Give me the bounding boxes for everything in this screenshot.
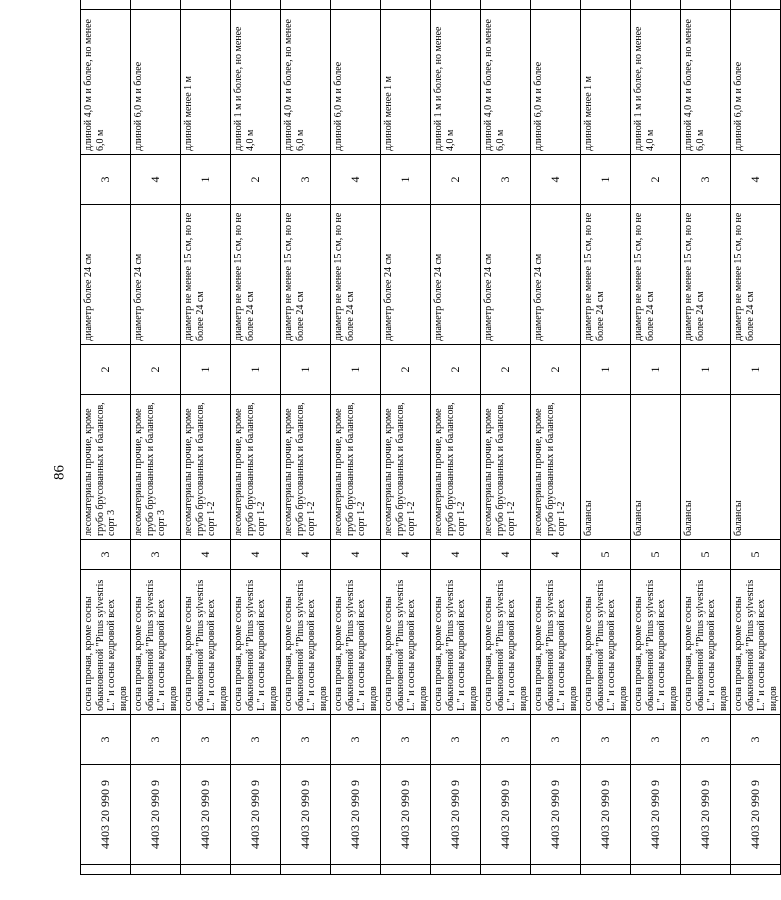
table-row bbox=[731, 0, 781, 875]
length-cell: длиной менее 1 м bbox=[381, 10, 431, 155]
length-code-cell: 4 bbox=[331, 155, 381, 205]
right-margin-cell bbox=[631, 0, 681, 10]
assortment-cell: балансы bbox=[581, 395, 631, 540]
diameter-cell: диаметр более 24 см bbox=[431, 205, 481, 345]
table-row bbox=[531, 0, 581, 875]
tnved-code-cell: 4403 20 990 9 bbox=[681, 765, 731, 865]
left-margin-cell bbox=[231, 865, 281, 875]
assortment-cell: лесоматериалы прочие, кроме грубо брусованных и балансов, сорт 3 bbox=[81, 395, 131, 540]
diameter-cell: диаметр не менее 15 см, но не более 24 см bbox=[681, 205, 731, 345]
length-code-cell: 3 bbox=[281, 155, 331, 205]
length-cell: длиной 4,0 м и более, но менее 6,0 м bbox=[81, 10, 131, 155]
assortment-cell: лесоматериалы прочие, кроме грубо брусованных и балансов, сорт 1-2 bbox=[431, 395, 481, 540]
length-cell: длиной 1 м и более, но менее 4,0 м bbox=[431, 10, 481, 155]
species-description-cell: сосна прочая, кроме сосны обыкновенной "Pinus sylvestris L." и сосны кедровой всех видов bbox=[531, 570, 581, 715]
length-cell: длиной 6,0 м и более bbox=[531, 10, 581, 155]
diameter-cell: диаметр не менее 15 см, но не более 24 см bbox=[231, 205, 281, 345]
assortment-cell: балансы bbox=[681, 395, 731, 540]
right-margin-cell bbox=[331, 0, 381, 10]
left-margin-cell bbox=[481, 865, 531, 875]
table-row bbox=[231, 0, 281, 875]
assortment-cell: балансы bbox=[631, 395, 681, 540]
group-code-cell: 3 bbox=[631, 715, 681, 765]
tnved-code-cell: 4403 20 990 9 bbox=[481, 765, 531, 865]
length-cell: длиной 1 м и более, но менее 4,0 м bbox=[231, 10, 281, 155]
species-description-cell: сосна прочая, кроме сосны обыкновенной "Pinus sylvestris L." и сосны кедровой всех видов bbox=[281, 570, 331, 715]
table-row bbox=[581, 0, 631, 875]
length-cell: длиной 6,0 м и более bbox=[331, 10, 381, 155]
length-cell: длиной менее 1 м bbox=[181, 10, 231, 155]
category-code-cell: 5 bbox=[581, 540, 631, 570]
length-code-cell: 4 bbox=[731, 155, 781, 205]
category-code-cell: 5 bbox=[681, 540, 731, 570]
left-margin-cell bbox=[531, 865, 581, 875]
assortment-cell: лесоматериалы прочие, кроме грубо брусованных и балансов, сорт 3 bbox=[131, 395, 181, 540]
group-code-cell: 3 bbox=[731, 715, 781, 765]
right-margin-cell bbox=[581, 0, 631, 10]
assortment-cell: лесоматериалы прочие, кроме грубо брусованных и балансов, сорт 1-2 bbox=[281, 395, 331, 540]
grade-code-cell: 2 bbox=[381, 345, 431, 395]
right-margin-cell bbox=[431, 0, 481, 10]
right-margin-cell bbox=[381, 0, 431, 10]
group-code-cell: 3 bbox=[281, 715, 331, 765]
left-margin-cell bbox=[431, 865, 481, 875]
tnved-code-cell: 4403 20 990 9 bbox=[531, 765, 581, 865]
assortment-cell: лесоматериалы прочие, кроме грубо брусованных и балансов, сорт 1-2 bbox=[231, 395, 281, 540]
length-cell: длиной 4,0 м и более, но менее 6,0 м bbox=[281, 10, 331, 155]
group-code-cell: 3 bbox=[481, 715, 531, 765]
assortment-cell: лесоматериалы прочие, кроме грубо брусованных и балансов, сорт 1-2 bbox=[531, 395, 581, 540]
length-code-cell: 1 bbox=[181, 155, 231, 205]
length-code-cell: 4 bbox=[531, 155, 581, 205]
grade-code-cell: 2 bbox=[531, 345, 581, 395]
species-description-cell: сосна прочая, кроме сосны обыкновенной "Pinus sylvestris L." и сосны кедровой всех видов bbox=[481, 570, 531, 715]
length-cell: длиной 1 м и более, но менее 4,0 м bbox=[631, 10, 681, 155]
right-margin-cell bbox=[531, 0, 581, 10]
right-margin-cell bbox=[181, 0, 231, 10]
category-code-cell: 4 bbox=[531, 540, 581, 570]
table-row bbox=[481, 0, 531, 875]
species-description-cell: сосна прочая, кроме сосны обыкновенной "Pinus sylvestris L." и сосны кедровой всех видов bbox=[181, 570, 231, 715]
left-margin-cell bbox=[631, 865, 681, 875]
left-margin-cell bbox=[281, 865, 331, 875]
category-code-cell: 4 bbox=[481, 540, 531, 570]
length-code-cell: 1 bbox=[581, 155, 631, 205]
tnved-code-cell: 4403 20 990 9 bbox=[731, 765, 781, 865]
category-code-cell: 5 bbox=[631, 540, 681, 570]
classification-table bbox=[80, 0, 781, 875]
table-row bbox=[131, 0, 181, 875]
category-code-cell: 3 bbox=[81, 540, 131, 570]
diameter-cell: диаметр не менее 15 см, но не более 24 см bbox=[731, 205, 781, 345]
length-code-cell: 2 bbox=[631, 155, 681, 205]
page-number: 86 bbox=[51, 465, 68, 480]
tnved-code-cell: 4403 20 990 9 bbox=[381, 765, 431, 865]
rotated-table-container bbox=[80, 19, 779, 875]
tnved-code-cell: 4403 20 990 9 bbox=[581, 765, 631, 865]
left-margin-cell bbox=[131, 865, 181, 875]
category-code-cell: 5 bbox=[731, 540, 781, 570]
category-code-cell: 4 bbox=[181, 540, 231, 570]
diameter-cell: диаметр более 24 см bbox=[481, 205, 531, 345]
group-code-cell: 3 bbox=[681, 715, 731, 765]
tnved-code-cell: 4403 20 990 9 bbox=[131, 765, 181, 865]
diameter-cell: диаметр более 24 см bbox=[531, 205, 581, 345]
group-code-cell: 3 bbox=[181, 715, 231, 765]
species-description-cell: сосна прочая, кроме сосны обыкновенной "Pinus sylvestris L." и сосны кедровой всех видов bbox=[331, 570, 381, 715]
category-code-cell: 4 bbox=[381, 540, 431, 570]
grade-code-cell: 1 bbox=[231, 345, 281, 395]
category-code-cell: 4 bbox=[231, 540, 281, 570]
assortment-cell: лесоматериалы прочие, кроме грубо брусованных и балансов, сорт 1-2 bbox=[381, 395, 431, 540]
group-code-cell: 3 bbox=[331, 715, 381, 765]
group-code-cell: 3 bbox=[581, 715, 631, 765]
tnved-code-cell: 4403 20 990 9 bbox=[81, 765, 131, 865]
grade-code-cell: 2 bbox=[81, 345, 131, 395]
length-cell: длиной 4,0 м и более, но менее 6,0 м bbox=[481, 10, 531, 155]
group-code-cell: 3 bbox=[131, 715, 181, 765]
species-description-cell: сосна прочая, кроме сосны обыкновенной "Pinus sylvestris L." и сосны кедровой всех видов bbox=[731, 570, 781, 715]
diameter-cell: диаметр более 24 см bbox=[131, 205, 181, 345]
tnved-code-cell: 4403 20 990 9 bbox=[181, 765, 231, 865]
tnved-code-cell: 4403 20 990 9 bbox=[331, 765, 381, 865]
length-code-cell: 4 bbox=[131, 155, 181, 205]
grade-code-cell: 1 bbox=[681, 345, 731, 395]
grade-code-cell: 1 bbox=[331, 345, 381, 395]
table-row bbox=[681, 0, 731, 875]
grade-code-cell: 2 bbox=[481, 345, 531, 395]
diameter-cell: диаметр не менее 15 см, но не более 24 см bbox=[581, 205, 631, 345]
grade-code-cell: 1 bbox=[281, 345, 331, 395]
length-code-cell: 3 bbox=[81, 155, 131, 205]
category-code-cell: 4 bbox=[331, 540, 381, 570]
right-margin-cell bbox=[81, 0, 131, 10]
grade-code-cell: 1 bbox=[181, 345, 231, 395]
table-row bbox=[331, 0, 381, 875]
table-row bbox=[431, 0, 481, 875]
table-row bbox=[631, 0, 681, 875]
diameter-cell: диаметр не менее 15 см, но не более 24 см bbox=[631, 205, 681, 345]
grade-code-cell: 2 bbox=[431, 345, 481, 395]
group-code-cell: 3 bbox=[431, 715, 481, 765]
category-code-cell: 4 bbox=[431, 540, 481, 570]
left-margin-cell bbox=[81, 865, 131, 875]
species-description-cell: сосна прочая, кроме сосны обыкновенной "Pinus sylvestris L." и сосны кедровой всех видов bbox=[381, 570, 431, 715]
group-code-cell: 3 bbox=[231, 715, 281, 765]
right-margin-cell bbox=[131, 0, 181, 10]
length-code-cell: 3 bbox=[481, 155, 531, 205]
diameter-cell: диаметр не менее 15 см, но не более 24 см bbox=[181, 205, 231, 345]
left-margin-cell bbox=[181, 865, 231, 875]
left-margin-cell bbox=[681, 865, 731, 875]
diameter-cell: диаметр более 24 см bbox=[381, 205, 431, 345]
assortment-cell: лесоматериалы прочие, кроме грубо брусованных и балансов, сорт 1-2 bbox=[481, 395, 531, 540]
tnved-code-cell: 4403 20 990 9 bbox=[631, 765, 681, 865]
length-cell: длиной менее 1 м bbox=[581, 10, 631, 155]
assortment-cell: лесоматериалы прочие, кроме грубо брусованных и балансов, сорт 1-2 bbox=[181, 395, 231, 540]
species-description-cell: сосна прочая, кроме сосны обыкновенной "Pinus sylvestris L." и сосны кедровой всех видов bbox=[431, 570, 481, 715]
table-row bbox=[181, 0, 231, 875]
length-cell: длиной 6,0 м и более bbox=[731, 10, 781, 155]
length-cell: длиной 4,0 м и более, но менее 6,0 м bbox=[681, 10, 731, 155]
left-margin-cell bbox=[381, 865, 431, 875]
table-row bbox=[381, 0, 431, 875]
species-description-cell: сосна прочая, кроме сосны обыкновенной "Pinus sylvestris L." и сосны кедровой всех видов bbox=[631, 570, 681, 715]
species-description-cell: сосна прочая, кроме сосны обыкновенной "Pinus sylvestris L." и сосны кедровой всех видов bbox=[81, 570, 131, 715]
assortment-cell: лесоматериалы прочие, кроме грубо брусованных и балансов, сорт 1-2 bbox=[331, 395, 381, 540]
table-row bbox=[81, 0, 131, 875]
left-margin-cell bbox=[331, 865, 381, 875]
right-margin-cell bbox=[681, 0, 731, 10]
right-margin-cell bbox=[731, 0, 781, 10]
tnved-code-cell: 4403 20 990 9 bbox=[281, 765, 331, 865]
length-code-cell: 2 bbox=[431, 155, 481, 205]
right-margin-cell bbox=[281, 0, 331, 10]
length-code-cell: 3 bbox=[681, 155, 731, 205]
left-margin-cell bbox=[581, 865, 631, 875]
tnved-code-cell: 4403 20 990 9 bbox=[231, 765, 281, 865]
table-row bbox=[281, 0, 331, 875]
length-code-cell: 1 bbox=[381, 155, 431, 205]
grade-code-cell: 1 bbox=[631, 345, 681, 395]
right-margin-cell bbox=[231, 0, 281, 10]
length-cell: длиной 6,0 м и более bbox=[131, 10, 181, 155]
length-code-cell: 2 bbox=[231, 155, 281, 205]
table-body bbox=[81, 0, 781, 875]
group-code-cell: 3 bbox=[531, 715, 581, 765]
right-margin-cell bbox=[481, 0, 531, 10]
assortment-cell: балансы bbox=[731, 395, 781, 540]
grade-code-cell: 1 bbox=[581, 345, 631, 395]
diameter-cell: диаметр более 24 см bbox=[81, 205, 131, 345]
group-code-cell: 3 bbox=[381, 715, 431, 765]
species-description-cell: сосна прочая, кроме сосны обыкновенной "Pinus sylvestris L." и сосны кедровой всех видов bbox=[231, 570, 281, 715]
group-code-cell: 3 bbox=[81, 715, 131, 765]
species-description-cell: сосна прочая, кроме сосны обыкновенной "Pinus sylvestris L." и сосны кедровой всех видов bbox=[581, 570, 631, 715]
category-code-cell: 4 bbox=[281, 540, 331, 570]
diameter-cell: диаметр не менее 15 см, но не более 24 см bbox=[331, 205, 381, 345]
category-code-cell: 3 bbox=[131, 540, 181, 570]
grade-code-cell: 2 bbox=[131, 345, 181, 395]
grade-code-cell: 1 bbox=[731, 345, 781, 395]
tnved-code-cell: 4403 20 990 9 bbox=[431, 765, 481, 865]
left-margin-cell bbox=[731, 865, 781, 875]
species-description-cell: сосна прочая, кроме сосны обыкновенной "Pinus sylvestris L." и сосны кедровой всех видов bbox=[131, 570, 181, 715]
species-description-cell: сосна прочая, кроме сосны обыкновенной "Pinus sylvestris L." и сосны кедровой всех видов bbox=[681, 570, 731, 715]
diameter-cell: диаметр не менее 15 см, но не более 24 см bbox=[281, 205, 331, 345]
